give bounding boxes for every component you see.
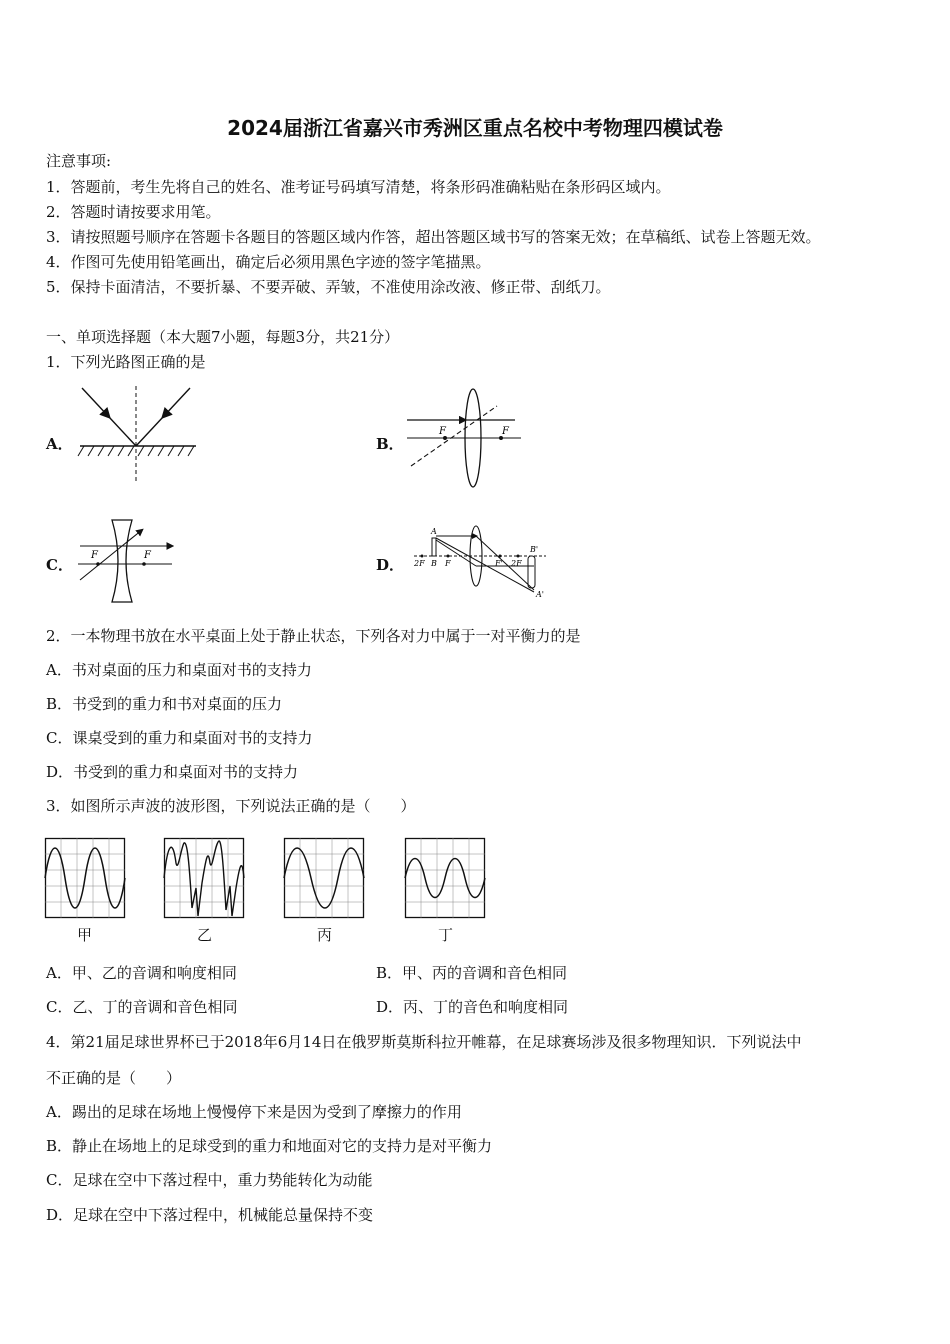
option: B．静止在场地上的足球受到的重力和地面对它的支持力是对平衡力	[46, 1137, 493, 1155]
notice-heading: 注意事项:	[46, 152, 112, 170]
page-title: 2024届浙江省嘉兴市秀洲区重点名校中考物理四模试卷	[227, 116, 723, 140]
point-label: A'	[536, 590, 544, 599]
focus-label: F	[502, 426, 509, 437]
point-label: F'	[495, 559, 503, 568]
focus-label: F	[91, 550, 98, 561]
option: B．书受到的重力和书对桌面的压力	[46, 695, 283, 713]
notice-item: 5．保持卡面清洁，不要折暴、不要弄破、弄皱，不准使用涂改液、修正带、刮纸刀。	[46, 278, 611, 296]
wave-label: 乙	[197, 926, 213, 944]
waveform-bing	[284, 838, 364, 918]
notice-item: 4．作图可先使用铅笔画出，确定后必须用黑色字迹的签字笔描黑。	[46, 253, 491, 271]
wave-label: 甲	[77, 926, 93, 944]
waveform-ding	[405, 838, 485, 918]
option-label-c: C．	[46, 556, 73, 574]
option: C．课桌受到的重力和桌面对书的支持力	[46, 729, 313, 747]
question-stem: 2．一本物理书放在水平桌面上处于静止状态，下列各对力中属于一对平衡力的是	[46, 627, 581, 645]
point-label: 2F	[414, 559, 425, 568]
option: A．书对桌面的压力和桌面对书的支持力	[46, 661, 312, 679]
reflection-diagram	[78, 384, 198, 464]
question-stem: 1．下列光路图正确的是	[46, 353, 206, 371]
section-heading: 一、单项选择题（本大题7小题，每题3分，共21分）	[46, 328, 400, 346]
question-stem: 4．第21届足球世界杯已于2018年6月14日在俄罗斯莫斯科拉开帷幕，在足球赛场涉及很多物理知识．下列说法中	[46, 1033, 802, 1051]
question-stem-continued: 不正确的是（ ）	[46, 1069, 182, 1087]
notice-item: 2．答题时请按要求用笔。	[46, 203, 221, 221]
focus-label: F	[144, 550, 151, 561]
waveform-yi	[164, 838, 244, 918]
option: D．丙、丁的音色和响度相同	[376, 998, 569, 1016]
option: C．足球在空中下落过程中，重力势能转化为动能	[46, 1171, 373, 1189]
option: A．踢出的足球在场地上慢慢停下来是因为受到了摩擦力的作用	[46, 1103, 462, 1121]
convex-lens-diagram	[405, 388, 525, 490]
image-formation-diagram	[410, 522, 550, 604]
option: A．甲、乙的音调和响度相同	[46, 964, 237, 982]
option: B．甲、丙的音调和音色相同	[376, 964, 568, 982]
concave-lens-diagram	[76, 518, 176, 604]
question-stem: 3．如图所示声波的波形图，下列说法正确的是（ ）	[46, 797, 416, 815]
point-label: F	[445, 559, 451, 568]
option-label-d: D．	[376, 556, 405, 574]
focus-label: F	[439, 426, 446, 437]
point-label: 2F	[511, 559, 522, 568]
option: D．书受到的重力和桌面对书的支持力	[46, 763, 299, 781]
option: C．乙、丁的音调和音色相同	[46, 998, 238, 1016]
wave-label: 丁	[438, 926, 454, 944]
notice-item: 1．答题前，考生先将自己的姓名、准考证号码填写清楚，将条形码准确粘贴在条形码区域内。	[46, 178, 671, 196]
option-label-a: A．	[46, 435, 73, 453]
option-label-b: B．	[376, 435, 404, 453]
point-label: A	[431, 527, 437, 536]
waveform-jia	[45, 838, 125, 918]
option: D．足球在空中下落过程中，机械能总量保持不变	[46, 1206, 374, 1224]
wave-label: 丙	[317, 926, 333, 944]
point-label: B	[431, 559, 437, 568]
notice-item: 3．请按照题号顺序在答题卡各题目的答题区域内作答，超出答题区域书写的答案无效；在草稿纸、试卷上答题无效。	[46, 228, 821, 246]
point-label: B'	[530, 545, 539, 554]
